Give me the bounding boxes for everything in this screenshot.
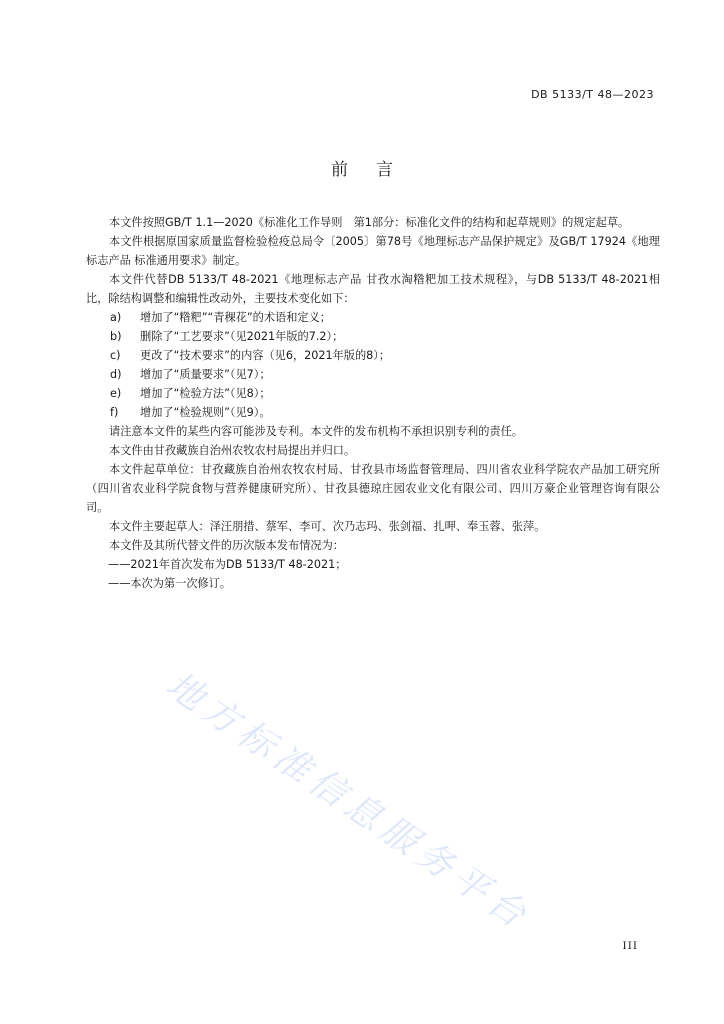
watermark: 地方标准信息服务平台: [158, 664, 539, 940]
paragraph-patent-notice: 请注意本文件的某些内容可能涉及专利。本文件的发布机构不承担识别专利的责任。: [109, 425, 523, 438]
page-title: 前言: [331, 160, 421, 180]
list-item: [86, 384, 660, 403]
list-item: [86, 327, 660, 346]
list-item: [86, 403, 660, 422]
list-marker: a): [110, 311, 122, 324]
list-item-text: 增加了“检验规则”（见9）。: [140, 406, 271, 419]
history-item: ——2021年首次发布为DB 5133/T 48-2021；: [108, 558, 347, 571]
list-marker: d): [110, 368, 122, 381]
changes-list: [86, 308, 660, 422]
paragraph-drafting-units: 本文件起草单位：甘孜藏族自治州农牧农村局、甘孜县市场监督管理局、四川省农业科学院农产品加工研究所（四川省农业科学院食物与营养健康研究所）、甘孜县德琼庄园农业文化有限公司、四川万豪企业管理咨询有限公司。: [86, 463, 660, 514]
paragraph-replacement: 本文件代替DB 5133/T 48-2021《地理标志产品 甘孜水淘糌粑加工技术规程》，与DB 5133/T 48-2021相比，除结构调整和编辑性改动外，主要技术变化如下：: [86, 273, 660, 305]
page-number: III: [622, 940, 638, 952]
list-item: [86, 365, 660, 384]
paragraph-history-intro: 本文件及其所代替文件的历次版本发布情况为：: [109, 539, 344, 552]
document-code: DB 5133/T 48—2023: [531, 88, 654, 101]
list-item-text: 删除了“工艺要求”（见2021年版的7.2）；: [140, 330, 344, 343]
list-item: [86, 346, 660, 365]
list-item: [86, 308, 660, 327]
paragraph-proposer: 本文件由甘孜藏族自治州农牧农村局提出并归口。: [109, 444, 356, 457]
paragraph-drafting-rules: 本文件按照GB/T 1.1—2020《标准化工作导则 第1部分：标准化文件的结构和起草规则》的规定起草。: [109, 216, 630, 229]
list-marker: e): [110, 387, 122, 400]
list-item-text: 增加了“检验方法”（见8）；: [140, 387, 271, 400]
paragraph-drafters: 本文件主要起草人：泽汪朋措、蔡军、李可、次乃志玛、张剑福、扎呷、奉玉蓉、张萍。: [109, 520, 546, 533]
list-item-text: 更改了“技术要求”的内容（见6，2021年版的8）；: [140, 349, 391, 362]
list-marker: b): [110, 330, 122, 343]
history-item: ——本次为第一次修订。: [108, 577, 232, 590]
history-list: [86, 555, 660, 593]
list-marker: c): [110, 349, 121, 362]
foreword-body: [86, 213, 660, 593]
list-marker: f): [110, 406, 119, 419]
list-item-text: 增加了“质量要求”（见7）；: [140, 368, 271, 381]
list-item-text: 增加了“糌粑”“青稞花”的术语和定义；: [140, 311, 331, 324]
paragraph-basis: 本文件根据原国家质量监督检验检疫总局令〔2005〕第78号《地理标志产品保护规定》及GB/T 17924《地理标志产品 标准通用要求》制定。: [86, 235, 660, 267]
